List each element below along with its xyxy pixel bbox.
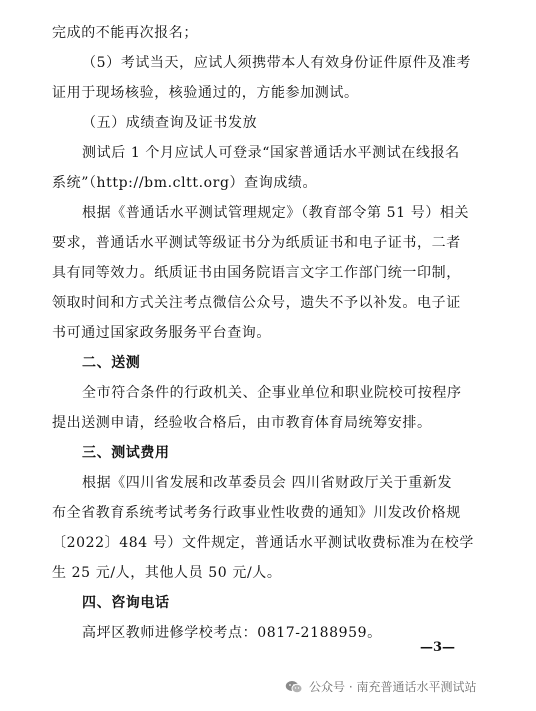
paragraph-results-query: [52, 138, 502, 198]
text-line: 根据《四川省发展和改革委员会 四川省财政厅关于重新发: [82, 475, 453, 491]
text-line: 测试后 1 个月应试人可登录“国家普通话水平测试在线报名: [82, 145, 460, 161]
text-line: 布全省教育系统考试考务行政事业性收费的通知》川发改价格规: [52, 505, 461, 521]
text-line: 要求，普通话水平测试等级证书分为纸质证书和电子证书，二者: [52, 235, 461, 251]
paragraph-certificates: [52, 198, 502, 348]
text-line: 〔2022〕484 号）文件规定，普通话水平测试收费标准为在校学: [52, 535, 474, 551]
text-line: 证用于现场核验，核验通过的，方能参加测试。: [52, 85, 359, 101]
paragraph-fees: [52, 468, 502, 588]
text-line: 书可通过国家政务服务平台查询。: [52, 325, 271, 341]
text-line: 领取时间和方式关注考点微信公众号，遗失不予以补发。电子证: [52, 295, 461, 311]
paragraph-group-test: [52, 378, 502, 438]
section-heading-group-test: 二、送测: [82, 355, 141, 371]
wechat-icon: [285, 680, 303, 694]
section-heading-fees: 三、测试费用: [82, 445, 170, 461]
text-line: 提出送测申请，经验收合格后，由市教育体育局统筹安排。: [52, 415, 432, 431]
text-line: 高坪区教师进修学校考点：0817-2188959。: [82, 625, 382, 641]
text-line: 系统”（http://bm.cltt.org）查询成绩。: [52, 175, 318, 191]
paragraph-registration-end: [52, 18, 502, 48]
document-body: [52, 18, 502, 648]
section-heading-results: （五）成绩查询及证书发放: [82, 115, 258, 131]
watermark-text: 公众号 · 南充普通话水平测试站: [309, 680, 477, 694]
text-line: 具有同等效力。纸质证书由国务院语言文字工作部门统一印制，: [52, 265, 461, 281]
section-heading-contact: 四、咨询电话: [82, 595, 170, 611]
paragraph-exam-day: [52, 48, 502, 108]
page-number: —3—: [420, 640, 456, 655]
wechat-watermark: [285, 678, 476, 695]
text-line: 生 25 元/人，其他人员 50 元/人。: [52, 565, 282, 581]
text-line: 根据《普通话水平测试管理规定》（教育部令第 51 号）相关: [82, 205, 470, 221]
text-line: （5）考试当天，应试人须携带本人有效身份证件原件及准考: [82, 55, 472, 71]
text-line: 完成的不能再次报名；: [52, 25, 198, 41]
text-line: 全市符合条件的行政机关、企事业单位和职业院校可按程序: [82, 385, 462, 401]
